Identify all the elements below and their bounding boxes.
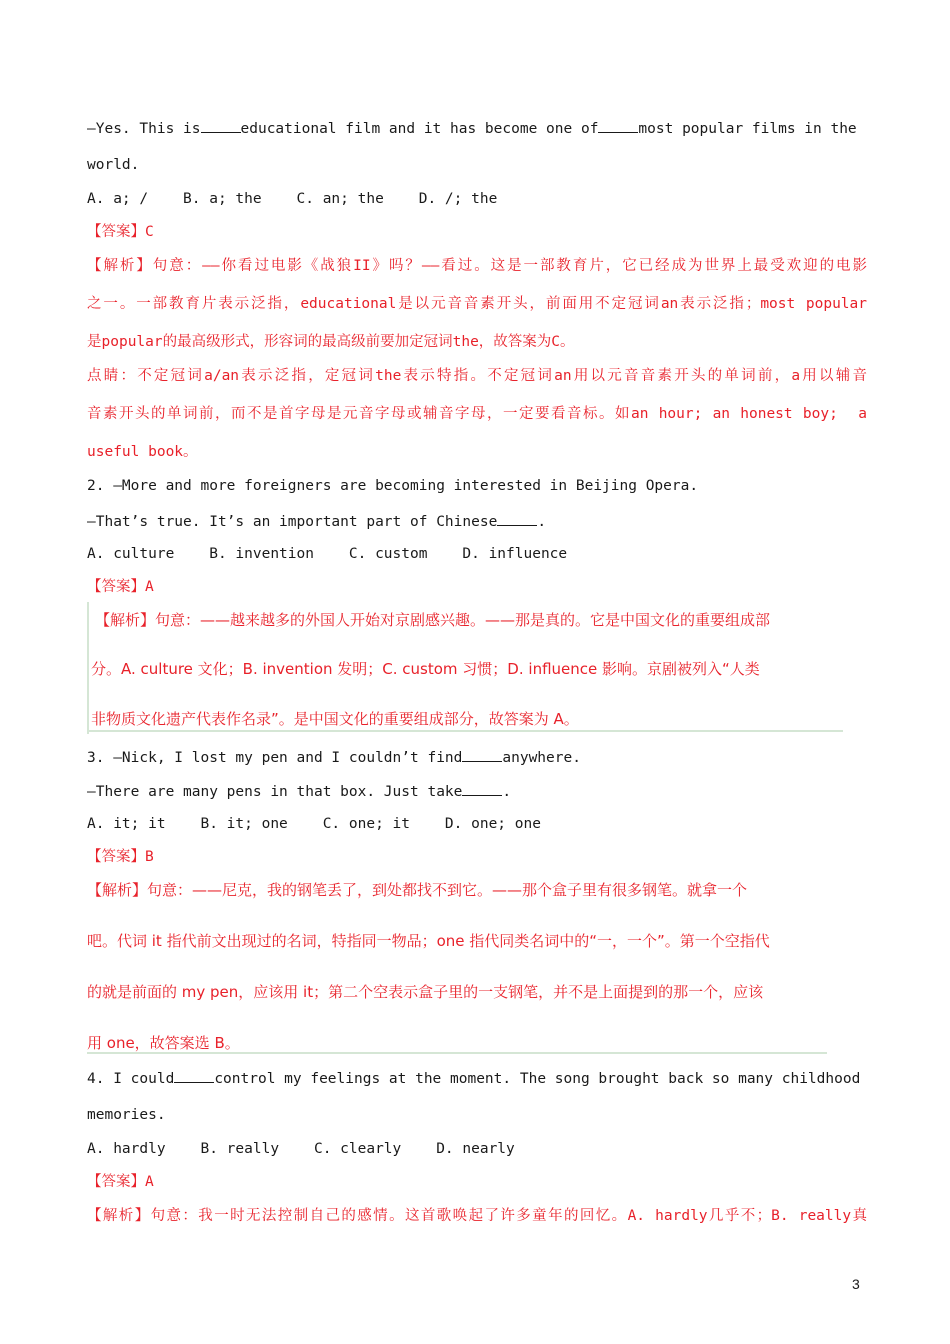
- q4-options: A. hardly B. really C. clearly D. nearly: [87, 1141, 515, 1157]
- q3-analysis-block: [87, 872, 827, 1056]
- q2-answer: 【答案】A: [87, 579, 154, 595]
- q2-stem-line1: 2. —More and more foreigners are becoming interested in Beijing Opera.: [87, 478, 699, 494]
- q4-stem-line2: memories.: [87, 1107, 166, 1123]
- q1-answer: 【答案】C: [87, 224, 154, 240]
- q1-tip-line: 点睛：不定冠词a/an表示泛指，定冠词the表示特指。不定冠词an用以元音音素开头的单词前，a用以辅音: [87, 368, 867, 384]
- blank: [497, 510, 537, 526]
- q3-analysis-line: 吧。代词 it 指代前文出现过的名词，特指同一物品；one 指代同类名词中的“一，一个”。第一个空指代: [87, 932, 770, 950]
- q1-analysis-line: 【解析】句意：——你看过电影《战狼II》吗？——看过。这是一部教育片，它已经成为世界上最受欢迎的电影: [87, 258, 867, 274]
- q2-options: A. culture B. invention C. custom D. influence: [87, 546, 568, 562]
- q3-stem-line2: —There are many pens in that box. Just take .: [87, 780, 867, 802]
- blank: [462, 746, 502, 762]
- q1-stem-line1: —Yes. This is educational film and it has become one of most popular films in the: [87, 117, 867, 139]
- blank: [598, 117, 638, 133]
- blank: [174, 1067, 214, 1083]
- q2-analysis-line: 非物质文化遗产代表作名录”。是中国文化的重要组成部分，故答案为 A。: [91, 710, 579, 728]
- block-divider: [87, 1052, 827, 1054]
- q1-tip-line: 音素开头的单词前，而不是首字母是元音字母或辅音字母，一定要看音标。如an hour; an honest boy; a: [87, 406, 867, 422]
- q1-analysis-line: 是popular的最高级形式，形容词的最高级前要加定冠词the，故答案为C。: [87, 334, 575, 350]
- q3-analysis-line: 用 one，故答案选 B。: [87, 1034, 240, 1052]
- q4-stem-line1: 4. I could control my feelings at the moment. The song brought back so many childhood: [87, 1067, 867, 1089]
- page-number: 3: [852, 1276, 860, 1292]
- q3-analysis-line: 的就是前面的 my pen，应该用 it；第二个空表示盒子里的一支钢笔，并不是上面提到的那一个，应该: [87, 983, 764, 1001]
- q1-analysis-line: 之一。一部教育片表示泛指，educational是以元音音素开头，前面用不定冠词an表示泛指；most popular: [87, 296, 867, 312]
- q3-analysis-line: 【解析】句意：——尼克，我的钢笔丢了，到处都找不到它。——那个盒子里有很多钢笔。就拿一个: [87, 881, 748, 899]
- q2-stem-line2: —That’s true. It’s an important part of Chinese .: [87, 510, 867, 532]
- block-divider: [87, 730, 843, 732]
- q1-tip-line: useful book。: [87, 444, 198, 460]
- q2-analysis-block: [87, 602, 843, 734]
- blank: [201, 117, 241, 133]
- q1-stem-line2: world.: [87, 157, 140, 173]
- q2-analysis-line: 【解析】句意：——越来越多的外国人开始对京剧感兴趣。——那是真的。它是中国文化的重要组成部: [95, 611, 771, 629]
- block-border: [87, 602, 89, 734]
- q4-answer: 【答案】A: [87, 1174, 154, 1190]
- q3-stem-line1: 3. —Nick, I lost my pen and I couldn’t find anywhere.: [87, 746, 867, 768]
- q4-analysis-line: 【解析】句意：我一时无法控制自己的感情。这首歌唤起了许多童年的回忆。A. hardly几乎不；B. really真: [87, 1208, 867, 1224]
- q3-answer: 【答案】B: [87, 849, 154, 865]
- q3-options: A. it; it B. it; one C. one; it D. one; one: [87, 816, 541, 832]
- q1-options: A. a; / B. a; the C. an; the D. /; the: [87, 191, 498, 207]
- blank: [462, 780, 502, 796]
- q2-analysis-line: 分。A. culture 文化；B. invention 发明；C. custom 习惯；D. influence 影响。京剧被列入“人类: [91, 660, 760, 678]
